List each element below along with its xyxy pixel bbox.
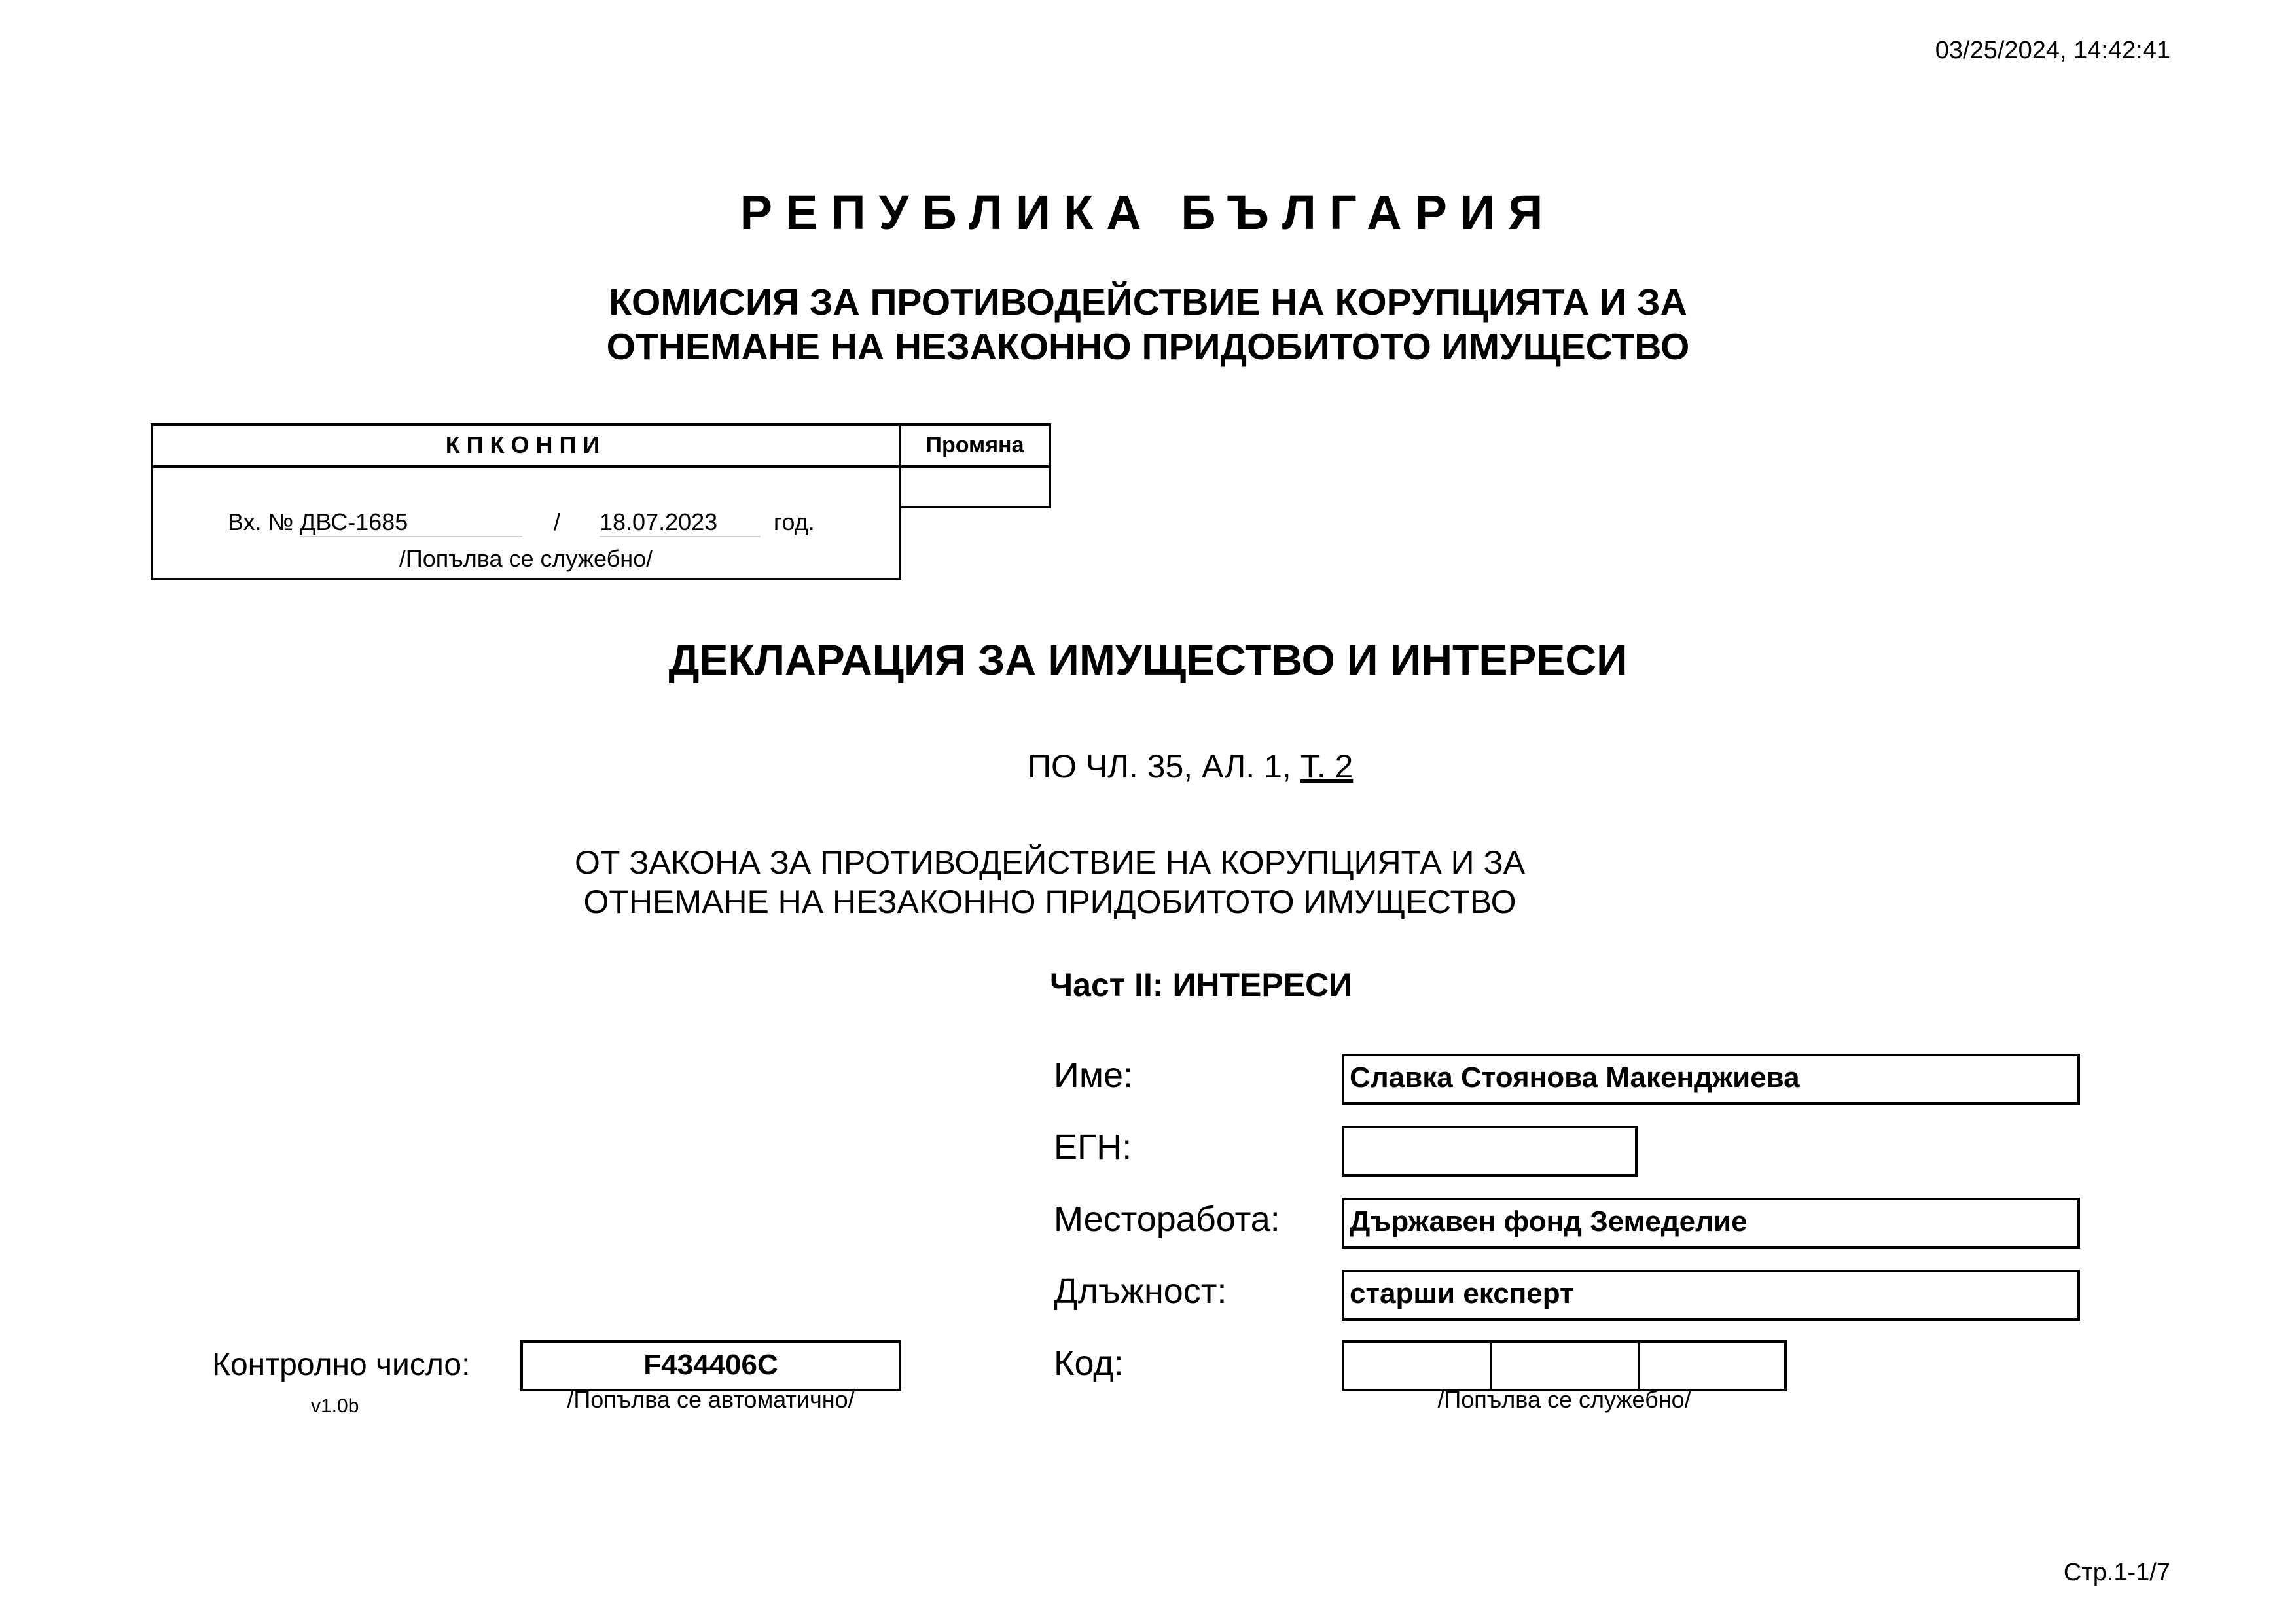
article-point: Т. 2 bbox=[1300, 748, 1354, 785]
article-prefix: ПО ЧЛ. 35, АЛ. 1, bbox=[1028, 748, 1291, 785]
position-field[interactable]: старши експерт bbox=[1342, 1270, 2080, 1321]
commission-line-2: ОТНЕМАНЕ НА НЕЗАКОННО ПРИДОБИТОТО ИМУЩЕСТВО bbox=[606, 326, 1690, 368]
registry-title: КПКОНПИ bbox=[153, 426, 899, 468]
change-box bbox=[899, 423, 1051, 508]
incoming-date-value: 18.07.2023 bbox=[600, 508, 761, 537]
code-label: Код: bbox=[1054, 1344, 1124, 1383]
code-cell-2[interactable] bbox=[1490, 1340, 1640, 1391]
registry-note: /Попълва се служебно/ bbox=[399, 545, 653, 572]
control-number-label: Контролно число: bbox=[212, 1347, 471, 1382]
name-label: Име: bbox=[1054, 1056, 1133, 1095]
registry-body bbox=[153, 468, 899, 580]
declaration-title: ДЕКЛАРАЦИЯ ЗА ИМУЩЕСТВО И ИНТЕРЕСИ bbox=[668, 635, 1628, 684]
print-timestamp: 03/25/2024, 14:42:41 bbox=[1935, 37, 2170, 64]
change-field bbox=[901, 468, 1049, 508]
incoming-number-value: ДВС-1685 bbox=[300, 508, 522, 537]
article-reference bbox=[1028, 747, 1353, 785]
law-line-2: ОТНЕМАНЕ НА НЕЗАКОННО ПРИДОБИТОТО ИМУЩЕСТВО bbox=[583, 883, 1516, 920]
name-field[interactable]: Славка Стоянова Макенджиева bbox=[1342, 1054, 2080, 1105]
law-title bbox=[0, 843, 2198, 921]
commission-title bbox=[0, 280, 2296, 369]
position-label: Длъжност: bbox=[1054, 1272, 1227, 1311]
change-label: Промяна bbox=[901, 426, 1049, 468]
republic-title: РЕПУБЛИКА БЪЛГАРИЯ bbox=[740, 185, 1556, 240]
law-line-1: ОТ ЗАКОНА ЗА ПРОТИВОДЕЙСТВИЕ НА КОРУПЦИЯТА И ЗА bbox=[574, 844, 1526, 881]
egn-label: ЕГН: bbox=[1054, 1128, 1132, 1167]
part-title: Част II: ИНТЕРЕСИ bbox=[1050, 967, 1353, 1003]
egn-field[interactable] bbox=[1342, 1126, 1638, 1177]
workplace-label: Месторабота: bbox=[1054, 1200, 1280, 1239]
incoming-number-label: Вх. № bbox=[228, 508, 294, 535]
code-cell-3[interactable] bbox=[1638, 1340, 1787, 1391]
control-number-note: /Попълва се автоматично/ bbox=[567, 1386, 855, 1413]
registry-box bbox=[151, 423, 901, 580]
control-number-field: F434406C bbox=[520, 1340, 901, 1391]
page-number: Стр.1-1/7 bbox=[2063, 1559, 2170, 1586]
code-cell-1[interactable] bbox=[1342, 1340, 1492, 1391]
year-label: год. bbox=[774, 508, 815, 535]
registry-separator: / bbox=[554, 508, 561, 535]
code-note: /Попълва се служебно/ bbox=[1437, 1386, 1691, 1413]
version-label: v1.0b bbox=[311, 1395, 359, 1417]
commission-line-1: КОМИСИЯ ЗА ПРОТИВОДЕЙСТВИЕ НА КОРУПЦИЯТА И ЗА bbox=[609, 281, 1687, 323]
workplace-field[interactable]: Държавен фонд Земеделие bbox=[1342, 1198, 2080, 1249]
